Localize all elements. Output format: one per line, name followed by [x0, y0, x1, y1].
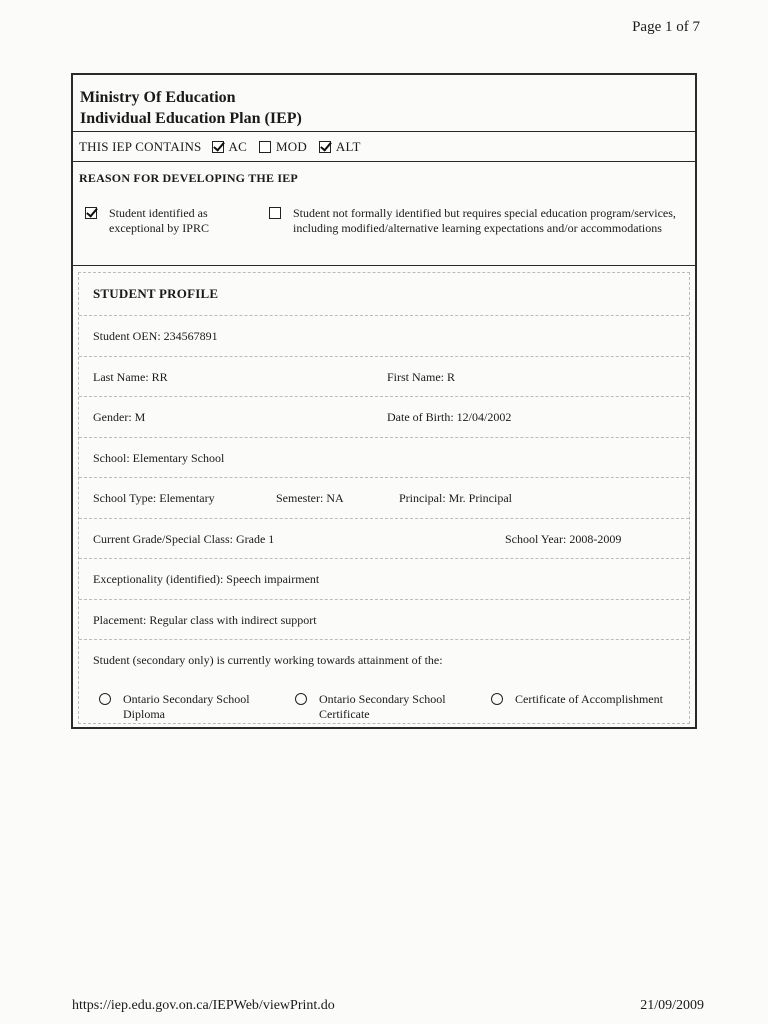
- profile-title: STUDENT PROFILE: [93, 286, 219, 301]
- reason-option-not-identified: [269, 206, 693, 236]
- school-year: School Year: 2008-2009: [505, 531, 622, 546]
- ac-checkbox[interactable]: [212, 141, 224, 153]
- footer-url: https://iep.edu.gov.on.ca/IEPWeb/viewPrint.do: [72, 998, 335, 1013]
- ac-label: AC: [228, 138, 247, 154]
- last-name: Last Name: RR: [93, 369, 168, 384]
- accomplishment-radio[interactable]: [491, 693, 503, 705]
- alt-label: ALT: [335, 138, 361, 154]
- not-identified-checkbox[interactable]: [269, 207, 281, 219]
- alt-checkbox[interactable]: [319, 141, 331, 153]
- school-type-row: [79, 478, 689, 519]
- certificate-option: [295, 692, 459, 722]
- iep-contains-label: THIS IEP CONTAINS: [79, 138, 202, 154]
- iep-form: [71, 73, 697, 729]
- iep-contains-row: [73, 132, 695, 162]
- profile-title-row: [79, 273, 689, 316]
- certificate-radio[interactable]: [295, 693, 307, 705]
- iep-title: Individual Education Plan (IEP): [80, 110, 302, 127]
- school: School: Elementary School: [93, 450, 225, 465]
- gender-row: [79, 397, 689, 438]
- reason-title: REASON FOR DEVELOPING THE IEP: [79, 171, 298, 185]
- page-number: Page 1 of 7: [632, 19, 700, 35]
- grade-row: [79, 519, 689, 560]
- diploma-label: Ontario Secondary School Diploma: [123, 692, 250, 721]
- diploma-radio[interactable]: [99, 693, 111, 705]
- oen-row: [79, 316, 689, 357]
- student-profile: [78, 272, 690, 724]
- student-oen: Student OEN: 234567891: [93, 329, 218, 343]
- not-identified-label: Student not formally identified but requires special education program/services, including modified/alternative learning expectations and/or accommodations: [293, 206, 676, 235]
- mod-checkbox[interactable]: [259, 141, 271, 153]
- school-type: School Type: Elementary: [93, 491, 215, 505]
- gender: Gender: M: [93, 410, 146, 424]
- iprc-label: Student identified as exceptional by IPRC: [109, 206, 209, 235]
- secondary-label: Student (secondary only) is currently working towards attainment of the:: [93, 653, 443, 667]
- principal: Principal: Mr. Principal: [399, 491, 512, 505]
- mod-label: MOD: [275, 138, 307, 154]
- exceptionality: Exceptionality (identified): Speech impairment: [93, 572, 320, 586]
- ministry-title: Ministry Of Education: [80, 89, 236, 106]
- semester: Semester: NA: [276, 491, 344, 505]
- accomplishment-label: Certificate of Accomplishment: [515, 692, 663, 706]
- first-name: First Name: R: [387, 369, 455, 384]
- reason-option-iprc: [85, 206, 239, 236]
- placement-row: [79, 600, 689, 641]
- date-of-birth: Date of Birth: 12/04/2002: [387, 410, 512, 424]
- certificate-label: Ontario Secondary School Certificate: [319, 692, 446, 721]
- iprc-checkbox[interactable]: [85, 207, 97, 219]
- accomplishment-option: [491, 692, 663, 707]
- placement: Placement: Regular class with indirect support: [93, 612, 317, 627]
- secondary-row: [79, 640, 689, 738]
- form-header: [73, 75, 695, 132]
- name-row: [79, 357, 689, 398]
- reason-section: [73, 162, 695, 266]
- diploma-option: [99, 692, 263, 722]
- exceptionality-row: [79, 559, 689, 600]
- current-grade: Current Grade/Special Class: Grade 1: [93, 531, 275, 546]
- footer-date: 21/09/2009: [640, 998, 704, 1013]
- school-row: [79, 438, 689, 479]
